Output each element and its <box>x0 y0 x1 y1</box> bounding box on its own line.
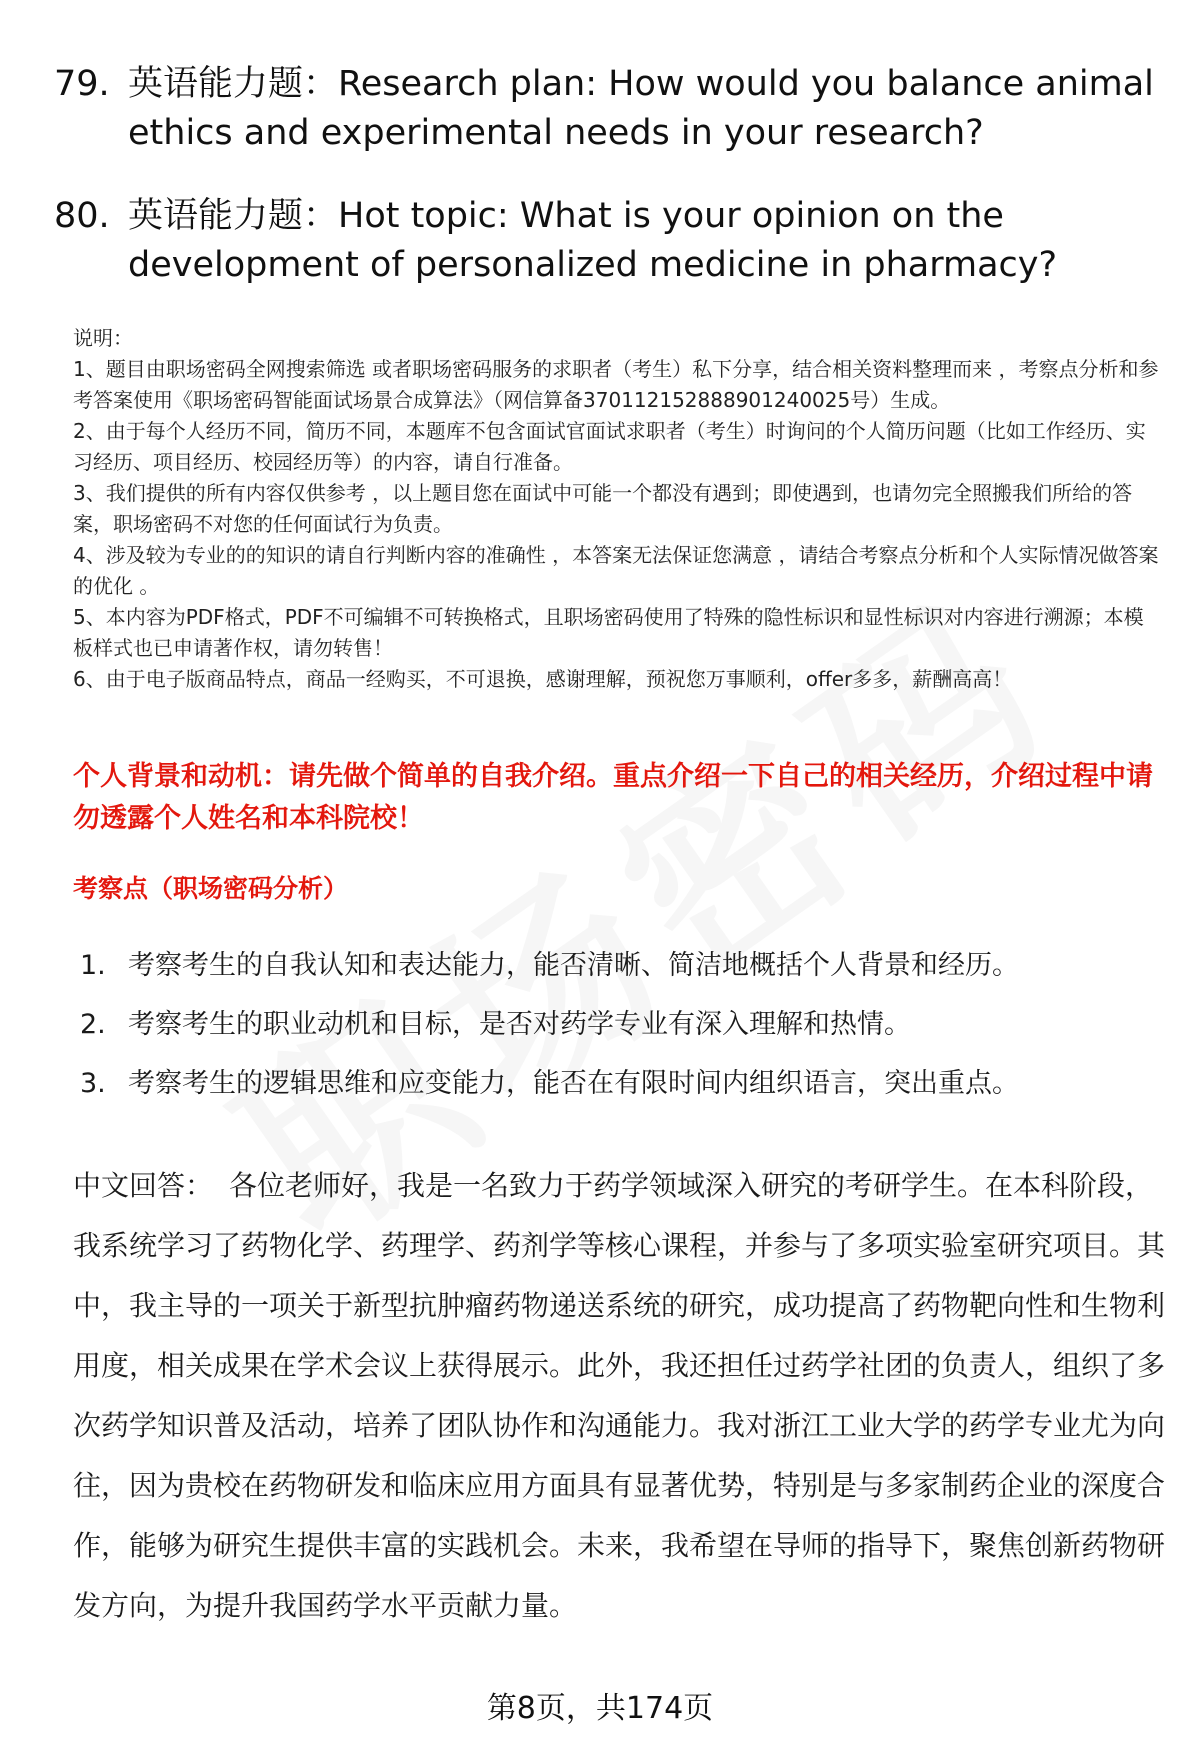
list-item-text: 考察考生的自我认知和表达能力，能否清晰、简洁地概括个人背景和经历。 <box>128 950 1019 981</box>
answer-paragraph <box>73 1156 1168 1636</box>
notes-section <box>73 323 1163 695</box>
list-item-text: 考察考生的职业动机和目标，是否对药学专业有深入理解和热情。 <box>128 1009 911 1040</box>
list-item <box>80 946 1160 1005</box>
note-item: 5、本内容为PDF格式，PDF不可编辑不可转换格式，且职场密码使用了特殊的隐性标识和显性标识对内容进行溯源；本模板样式也已申请著作权，请勿转售！ <box>73 605 1144 660</box>
page-footer: 第8页，共174页 <box>486 1691 714 1726</box>
analysis-points-list <box>80 946 1160 1123</box>
question-80 <box>54 192 1164 290</box>
note-item: 3、我们提供的所有内容仅供参考 ，以上题目您在面试中可能一个都没有遇到；即使遇到，也请勿完全照搬我们所给的答案，职场密码不对您的任何面试行为负责。 <box>73 481 1133 536</box>
note-item: 6、由于电子版商品特点，商品一经购买，不可退换，感谢理解，预祝您万事顺利，offer多多，薪酬高高！ <box>73 667 1013 691</box>
note-item: 4、涉及较为专业的的知识的请自行判断内容的准确性 ，本答案无法保证您满意 ，请结合考察点分析和个人实际情况做答案的优化 。 <box>73 543 1159 598</box>
analysis-heading: 考察点（职场密码分析） <box>73 874 349 903</box>
question-number: 80. <box>54 196 110 236</box>
answer-text: 各位老师好，我是一名致力于药学领域深入研究的考研学生。在本科阶段，我系统学习了药物化学、药理学、药剂学等核心课程，并参与了多项实验室研究项目。其中，我主导的一项关于新型抗肿瘤药物递送系统的研究，成功提高了药物靶向性和生物利用度，相关成果在学术会议上获得展示。此外，我还担任过药学社团的负责人，组织了多次药学知识普及活动，培养了团队协作和沟通能力。我对浙江工业大学的药学专业尤为向往，因为贵校在药物研发和临床应用方面具有显著优势，特别是与多家制药企业的深度合作，能够为研究生提供丰富的实践机会。未来，我希望在导师的指导下，聚焦创新药物研发方向，为提升我国药学水平贡献力量。 <box>73 1169 1166 1622</box>
list-item <box>80 1064 1160 1123</box>
note-item: 1、题目由职场密码全网搜索筛选 或者职场密码服务的求职者（考生）私下分享，结合相关资料整理而来 ，考察点分析和参考答案使用《职场密码智能面试场景合成算法》（网信算备370112152888901240025号）生成。 <box>73 357 1159 412</box>
list-item <box>80 1005 1160 1064</box>
list-item-number: 3. <box>80 1068 106 1099</box>
question-text: 英语能力题：Research plan: How would you balance animal ethics and experimental needs in your research? <box>128 64 1154 153</box>
main-question: 个人背景和动机：请先做个简单的自我介绍。重点介绍一下自己的相关经历，介绍过程中请勿透露个人姓名和本科院校！ <box>73 761 1153 834</box>
question-number: 79. <box>54 64 110 104</box>
notes-title: 说明： <box>73 326 133 350</box>
list-item-text: 考察考生的逻辑思维和应变能力，能否在有限时间内组织语言，突出重点。 <box>128 1068 1019 1099</box>
question-text: 英语能力题：Hot topic: What is your opinion on the development of personalized medicine in pharmacy? <box>128 196 1058 285</box>
question-79 <box>54 60 1164 158</box>
note-item: 2、由于每个人经历不同，简历不同，本题库不包含面试官面试求职者（考生）时询问的个人简历问题（比如工作经历、实习经历、项目经历、校园经历等）的内容，请自行准备。 <box>73 419 1146 474</box>
list-item-number: 1. <box>80 950 106 981</box>
answer-label: 中文回答： <box>73 1169 214 1202</box>
list-item-number: 2. <box>80 1009 106 1040</box>
